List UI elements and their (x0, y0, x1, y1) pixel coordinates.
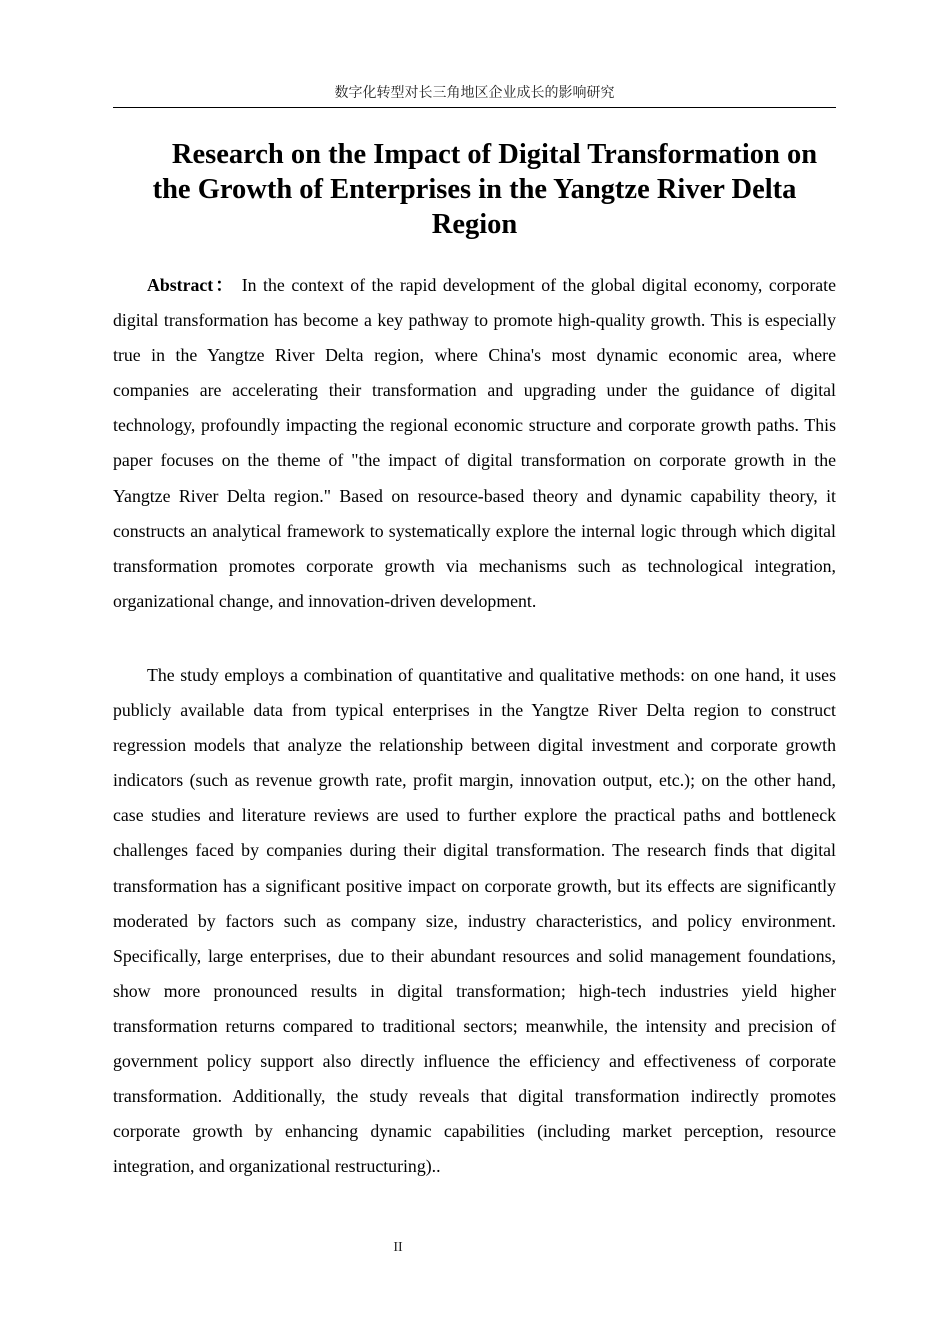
abstract-label: Abstract： (147, 275, 236, 295)
abstract-paragraph-1 (113, 268, 836, 619)
title-line: the Growth of Enterprises in the Yangtze River Delta (152, 174, 797, 205)
running-header: 数字化转型对长三角地区企业成长的影响研究 (334, 85, 615, 101)
header-divider (113, 107, 836, 108)
title-line: Research on the Impact of Digital Transformation on (171, 139, 818, 170)
page-number: II (393, 1240, 403, 1255)
abstract-paragraph-2 (113, 658, 836, 1184)
document-title (113, 137, 836, 242)
title-line: Region (431, 209, 518, 240)
abstract-paragraph-1-text: In the context of the rapid development of the global digital economy, corporate digital transformation has become a key pathway to promote high-quality growth. This is especially true in the Yangtze River Delta region, where China's most dynamic economic area, where companies are accelerating their transformation and upgrading under the guidance of digital technology, profoundly impacting the regional economic structure and corporate growth paths. This paper focuses on the theme of "the impact of digital transformation on corporate growth in the Yangtze River Delta region." Based on resource-based theory and dynamic capability theory, it constructs an analytical framework to systematically explore the internal logic through which digital transformation promotes corporate growth via mechanisms such as technological integration, organizational change, and innovation-driven development. (113, 275, 837, 611)
abstract-paragraph-2-text: The study employs a combination of quantitative and qualitative methods: on one hand, it uses publicly available data from typical enterprises in the Yangtze River Delta region to construct regression models that analyze the relationship between digital investment and corporate growth indicators (such as revenue growth rate, profit margin, innovation output, etc.); on the other hand, case studies and literature reviews are used to further explore the practical paths and bottleneck challenges faced by companies during their digital transformation. The research finds that digital transformation has a significant positive impact on corporate growth, but its effects are significantly moderated by factors such as company size, industry characteristics, and policy environment. Specifically, large enterprises, due to their abundant resources and solid management foundations, show more pronounced results in digital transformation; high-tech industries yield higher transformation returns compared to traditional sectors; meanwhile, the intensity and precision of government policy support also directly influence the efficiency and effectiveness of corporate transformation. Additionally, the study reveals that digital transformation indirectly promotes corporate growth by enhancing dynamic capabilities (including market perception, resource integration, and organizational restructuring).. (113, 665, 836, 1177)
